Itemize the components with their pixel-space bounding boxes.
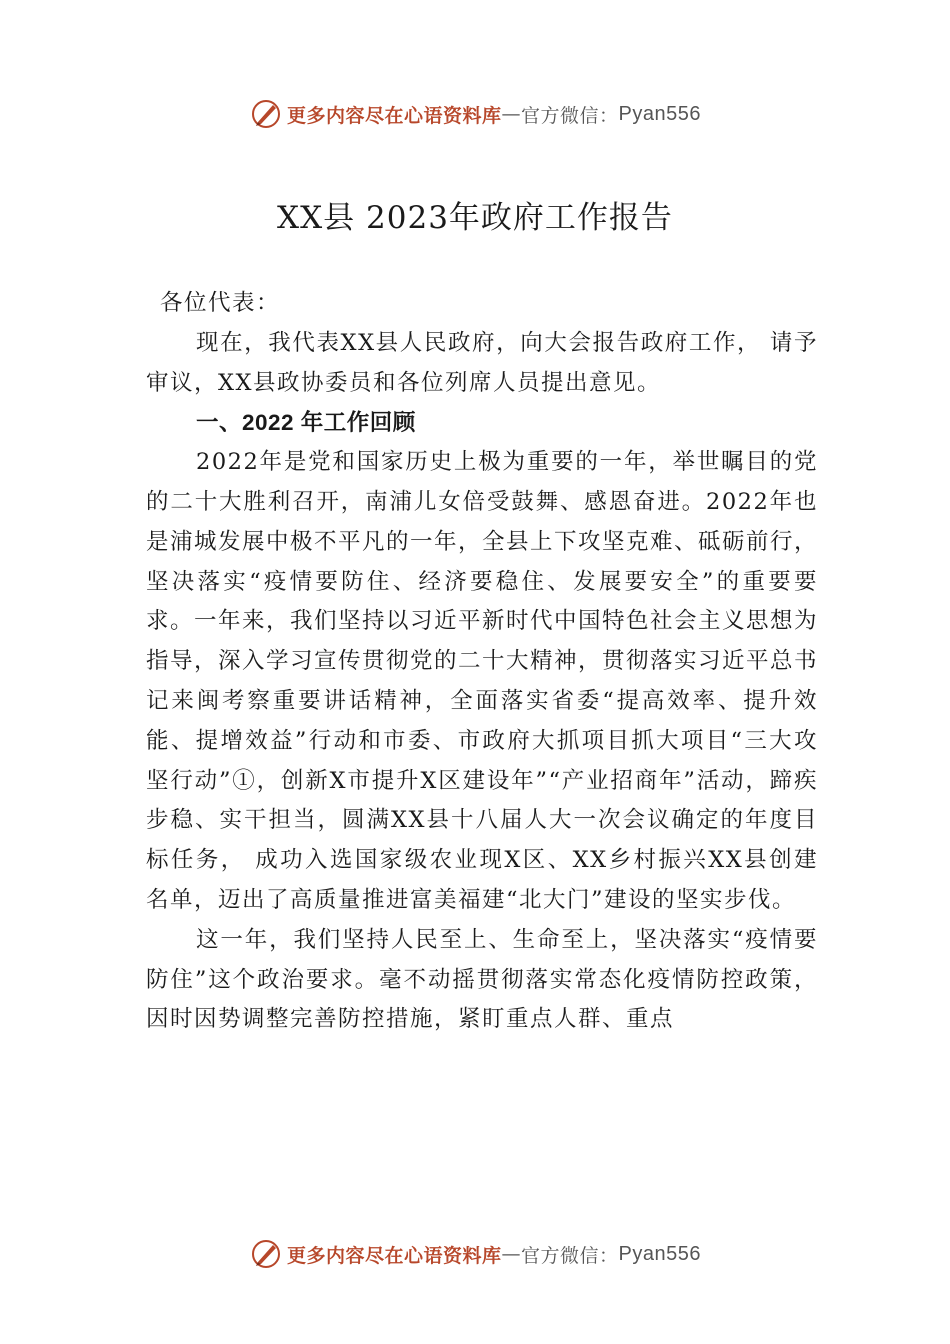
watermark-wechat-label: 官方微信： — [521, 1244, 619, 1267]
watermark-main-text: 更多内容尽在心语资料库 — [287, 1244, 502, 1267]
footer-watermark — [0, 1234, 950, 1274]
pen-logo-icon — [249, 97, 283, 131]
watermark-wechat-id: Pyan556 — [618, 1242, 701, 1265]
section-heading: 一、2022 年工作回顾 — [196, 410, 416, 436]
watermark-dash: — — [501, 1243, 522, 1265]
paragraph-1: 2022年是党和国家历史上极为重要的一年，举世瞩目的党的二十大胜利召开，南浦儿女倍受鼓舞、感恩奋进。2022年也是浦城发展中极不平凡的一年，全县上下攻坚克难、砥砺前行，坚决落实“疫情要防住、经济要稳住、发展要安全”的重要要求。一年来，我们坚持以习近平新时代中国特色社会主义思想为指导，深入学习宣传贯彻党的二十大精神，贯彻落实习近平总书记来闽考察重要讲话精神，全面落实省委“提高效率、提升效能、提增效益”行动和市委、市政府大抓项目抓大项目“三大攻坚行动”①，创新X市提升X区建设年”“产业招商年”活动，蹄疾步稳、实干担当，圆满XX县十八届人大一次会议确定的年度目标任务， 成功入选国家级农业现X区、XX乡村振兴XX县创建名单，迈出了高质量推进富美福建“北大门”建设的坚实步伐。 — [146, 449, 819, 913]
paragraph-intro: 现在，我代表XX县人民政府，向大会报告政府工作， 请予审议，XX县政协委员和各位列席人员提出意见。 — [146, 329, 818, 396]
watermark-dash: — — [501, 103, 522, 125]
pen-logo-icon — [249, 1237, 283, 1271]
watermark-wechat-id: Pyan556 — [618, 102, 701, 125]
document-title: XX县 2023年政府工作报告 — [277, 200, 673, 236]
salutation: 各位代表： — [160, 290, 281, 316]
paragraph-2: 这一年，我们坚持人民至上、生命至上，坚决落实“疫情要防住”这个政治要求。毫不动摇贯彻落实常态化疫情防控政策，因时因势调整完善防控措施，紧盯重点人群、重点 — [146, 926, 818, 1033]
watermark-main-text: 更多内容尽在心语资料库 — [287, 104, 502, 127]
header-watermark — [0, 94, 950, 134]
document-body — [146, 284, 818, 1040]
watermark-wechat-label: 官方微信： — [521, 104, 619, 127]
